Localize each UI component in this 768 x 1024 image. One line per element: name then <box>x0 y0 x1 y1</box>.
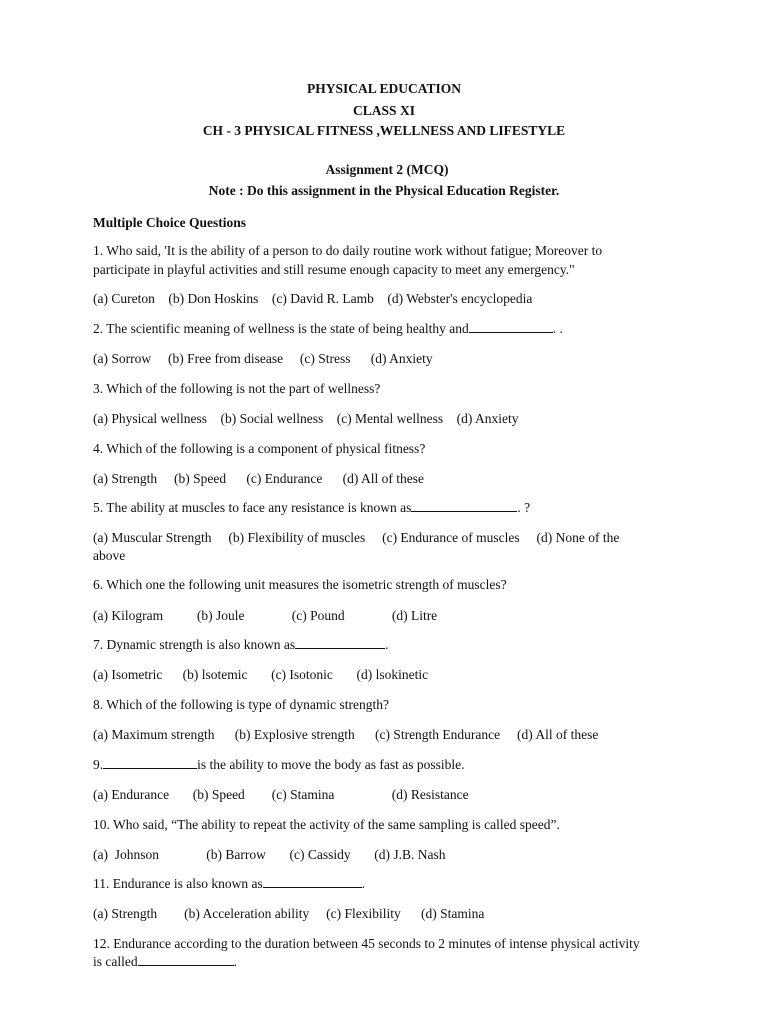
question-5-options-line-1: (a) Muscular Strength (b) Flexibility of muscles (c) Endurance of muscles (d) None of the <box>93 530 620 545</box>
subject-title: PHYSICAL EDUCATION <box>307 81 461 96</box>
question-1-options: (a) Cureton (b) Don Hoskins (c) David R. Lamb (d) Webster's encyclopedia <box>93 291 533 306</box>
question-9-options: (a) Endurance (b) Speed (c) Stamina (d) Resistance <box>93 787 469 802</box>
class-title: CLASS XI <box>353 103 415 118</box>
question-10-options: (a) Johnson (b) Barrow (c) Cassidy (d) J.B. Nash <box>93 847 446 862</box>
question-9-number: 9. <box>93 757 104 772</box>
question-3: 3. Which of the following is not the part of wellness? <box>93 381 381 396</box>
question-7 <box>93 637 388 653</box>
question-8: 8. Which of the following is type of dynamic strength? <box>93 697 389 712</box>
question-2-options: (a) Sorrow (b) Free from disease (c) Stress (d) Anxiety <box>93 351 433 366</box>
question-2 <box>93 321 563 337</box>
question-12-text: is called <box>93 954 138 969</box>
answer-blank <box>295 647 385 649</box>
question-7-tail: . <box>385 637 389 652</box>
question-3-options: (a) Physical wellness (b) Social wellness (c) Mental wellness (d) Anxiety <box>93 411 519 426</box>
assignment-note: Note : Do this assignment in the Physical Education Register. <box>208 183 560 198</box>
question-12-tail: . <box>233 954 237 969</box>
question-11-options: (a) Strength (b) Acceleration ability (c) Flexibility (d) Stamina <box>93 906 485 921</box>
chapter-title: CH - 3 PHYSICAL FITNESS ,WELLNESS AND LIFESTYLE <box>202 123 566 138</box>
section-heading: Multiple Choice Questions <box>93 215 247 230</box>
question-1-line-1: 1. Who said, 'It is the ability of a person to do daily routine work without fatigue; Moreover to <box>93 243 603 258</box>
question-11-text: 11. Endurance is also known as <box>93 876 263 891</box>
question-6-options: (a) Kilogram (b) Joule (c) Pound (d) Litre <box>93 608 438 623</box>
answer-blank <box>103 767 197 769</box>
question-5 <box>93 500 530 516</box>
question-12-line-2 <box>93 954 237 970</box>
answer-blank <box>411 510 517 512</box>
question-2-tail: . . <box>552 321 563 336</box>
question-5-text: 5. The ability at muscles to face any resistance is known as <box>93 500 412 515</box>
assignment-title: Assignment 2 (MCQ) <box>325 162 449 177</box>
question-11 <box>93 876 365 892</box>
question-8-options: (a) Maximum strength (b) Explosive strength (c) Strength Endurance (d) All of these <box>93 727 599 742</box>
question-9-text: is the ability to move the body as fast as possible. <box>197 757 465 772</box>
question-1-line-2: participate in playful activities and still resume enough capacity to meet any emergency." <box>93 262 575 277</box>
question-9 <box>93 757 464 773</box>
question-6: 6. Which one the following unit measures the isometric strength of muscles? <box>93 577 507 592</box>
question-5-tail: . ? <box>517 500 531 515</box>
answer-blank <box>263 886 362 888</box>
question-11-tail: . <box>361 876 366 891</box>
answer-blank <box>469 331 553 333</box>
answer-blank <box>138 964 234 966</box>
question-10: 10. Who said, “The ability to repeat the activity of the same sampling is called speed”. <box>93 817 560 832</box>
question-5-options-line-2: above <box>93 548 126 563</box>
question-2-text: 2. The scientific meaning of wellness is the state of being healthy and <box>93 321 469 336</box>
question-4: 4. Which of the following is a component of physical fitness? <box>93 441 426 456</box>
question-12-line-1: 12. Endurance according to the duration between 45 seconds to 2 minutes of intense physical activity <box>93 936 640 951</box>
question-4-options: (a) Strength (b) Speed (c) Endurance (d) All of these <box>93 471 425 486</box>
question-7-text: 7. Dynamic strength is also known as <box>93 637 296 652</box>
question-7-options: (a) Isometric (b) lsotemic (c) Isotonic (d) lsokinetic <box>93 667 429 682</box>
